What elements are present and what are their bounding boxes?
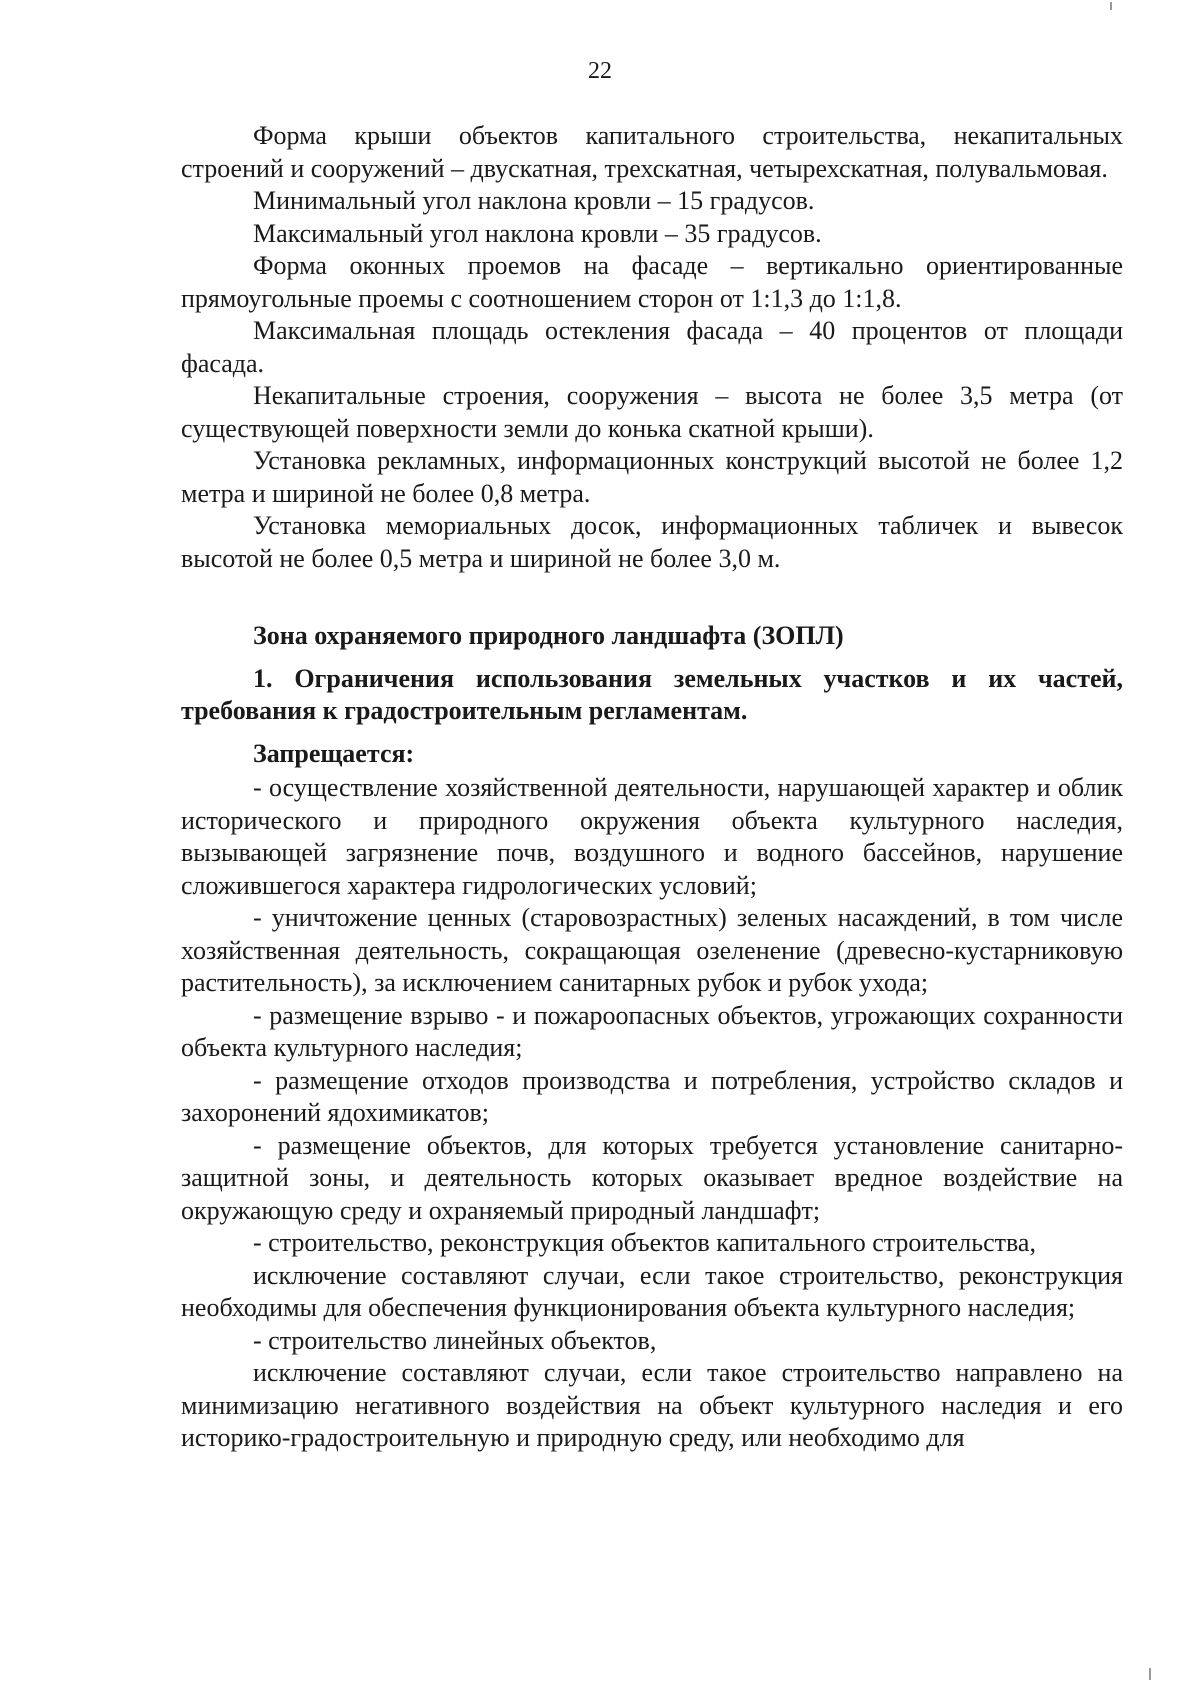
- forbidden-item: - размещение объектов, для которых требуется установление санитарно-защитной зоны, и деятельность которых оказывает вредное воздействие на окружающую среду и охраняемый природный ландшафт;: [181, 1130, 1123, 1225]
- forbidden-item-exception: исключение составляют случаи, если такое строительство, реконструкция необходимы для обеспечения функционирования объекта культурного наследия;: [181, 1260, 1123, 1322]
- forbidden-item: - уничтожение ценных (старовозрастных) зеленых насаждений, в том числе хозяйственная деятельность, сокращающая озеленение (древесно-кустарниковую растительность), за исключением санитарных рубок и рубок ухода;: [181, 903, 1123, 997]
- forbidden-item-exception: исключение составляют случаи, если такое строительство направлено на минимизацию негативного воздействия на объект культурного наследия и его историко-градостроительную и природную среду, или необходимо для: [181, 1358, 1123, 1452]
- forbidden-item: - размещение отходов производства и потребления, устройство складов и захоронений ядохимикатов;: [181, 1065, 1123, 1127]
- paragraph-min-roof-angle: Минимальный угол наклона кровли – 15 градусов.: [253, 186, 815, 215]
- section-1-title: 1. Ограничения использования земельных участков и их частей, требования к градостроительным регламентам.: [181, 663, 1123, 725]
- page-number: 22: [588, 58, 612, 84]
- scan-artifact-mark: [1149, 1668, 1151, 1680]
- paragraph-window-shape: Форма оконных проемов на фасаде – вертикально ориентированные прямоугольные проемы с соотношением сторон от 1:1,3 до 1:1,8.: [181, 251, 1123, 313]
- scan-artifact-mark: [1110, 2, 1112, 10]
- forbidden-item: - размещение взрыво - и пожароопасных объектов, угрожающих сохранности объекта культурного наследия;: [181, 1000, 1123, 1062]
- forbidden-label: Запрещается:: [253, 738, 415, 768]
- page-body: [181, 120, 1123, 1455]
- forbidden-item: - строительство линейных объектов,: [253, 1325, 657, 1355]
- paragraph-max-roof-angle: Максимальный угол наклона кровли – 35 градусов.: [253, 218, 822, 248]
- paragraph-memorial-plaques: Установка мемориальных досок, информационных табличек и вывесок высотой не более 0,5 метра и шириной не более 3,0 м.: [181, 511, 1123, 573]
- forbidden-item: - строительство, реконструкция объектов капитального строительства,: [253, 1228, 1036, 1257]
- paragraph-advertising: Установка рекламных, информационных конструкций высотой не более 1,2 метра и шириной не более 0,8 метра.: [181, 446, 1123, 508]
- forbidden-item: - осуществление хозяйственной деятельности, нарушающей характер и облик исторического и природного окружения объекта культурного наследия, вызывающей загрязнение почв, воздушного и водного бассейнов, нарушение сложившегося характера гидрологических условий;: [181, 773, 1123, 900]
- paragraph-glazing-area: Максимальная площадь остекления фасада – 40 процентов от площади фасада.: [181, 316, 1123, 378]
- paragraph-non-capital-height: Некапитальные строения, сооружения – высота не более 3,5 метра (от существующей поверхности земли до конька скатной крыши).: [181, 381, 1123, 443]
- paragraph-roof-shape: Форма крыши объектов капитального строительства, некапитальных строений и сооружений – двускатная, трехскатная, четырехскатная, полувальмовая.: [181, 121, 1123, 183]
- zone-title: Зона охраняемого природного ландшафта (ЗОПЛ): [253, 621, 844, 650]
